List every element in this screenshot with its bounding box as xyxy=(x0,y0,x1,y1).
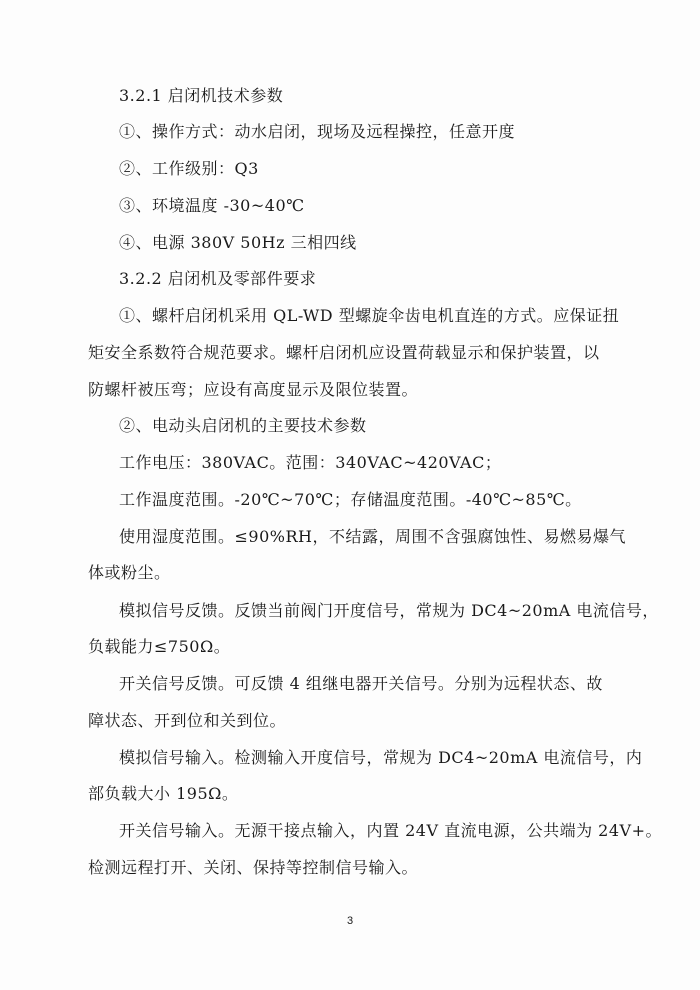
electric-head-params-heading: ②、电动头启闭机的主要技术参数 xyxy=(119,416,367,435)
switch-input-line-1: 开关信号输入。无源干接点输入，内置 24V 直流电源，公共端为 24V+。 xyxy=(119,821,662,840)
analog-feedback-line-2: 负载能力≤750Ω。 xyxy=(88,637,231,656)
working-voltage: 工作电压：380VAC。范围：340VAC~420VAC； xyxy=(119,453,502,472)
param-ambient-temperature: ③、环境温度 -30~40℃ xyxy=(119,196,305,215)
section-heading-3-2-1: 3.2.1 启闭机技术参数 xyxy=(119,86,284,105)
switch-feedback-line-2: 障状态、开到位和关到位。 xyxy=(88,711,287,730)
analog-feedback-line-1: 模拟信号反馈。反馈当前阀门开度信号，常规为 DC4~20mA 电流信号， xyxy=(119,601,659,620)
param-operation-mode: ①、操作方式：动水启闭，现场及远程操控，任意开度 xyxy=(119,122,516,141)
paragraph-screw-hoist-line-1: ①、螺杆启闭机采用 QL-WD 型螺旋伞齿电机直连的方式。应保证扭 xyxy=(119,306,620,325)
param-work-class: ②、工作级别：Q3 xyxy=(119,159,259,178)
paragraph-screw-hoist-line-2: 矩安全系数符合规范要求。螺杆启闭机应设置荷载显示和保护装置，以 xyxy=(88,343,600,362)
humidity-range-line-2: 体或粉尘。 xyxy=(88,563,171,582)
analog-input-line-2: 部负载大小 195Ω。 xyxy=(88,784,239,803)
analog-input-line-1: 模拟信号输入。检测输入开度信号，常规为 DC4~20mA 电流信号，内 xyxy=(119,748,643,767)
paragraph-screw-hoist-line-3: 防螺杆被压弯；应设有高度显示及限位装置。 xyxy=(88,380,419,399)
switch-feedback-line-1: 开关信号反馈。可反馈 4 组继电器开关信号。分别为远程状态、故 xyxy=(119,674,603,693)
temperature-range: 工作温度范围。-20℃~70℃；存储温度范围。-40℃~85℃。 xyxy=(119,490,582,509)
section-heading-3-2-2: 3.2.2 启闭机及零部件要求 xyxy=(119,269,317,288)
page-number: 3 xyxy=(346,915,354,927)
humidity-range-line-1: 使用湿度范围。≤90%RH，不结露，周围不含强腐蚀性、易燃易爆气 xyxy=(119,527,626,546)
param-power-supply: ④、电源 380V 50Hz 三相四线 xyxy=(119,233,357,252)
switch-input-line-2: 检测远程打开、关闭、保持等控制信号输入。 xyxy=(88,858,419,877)
